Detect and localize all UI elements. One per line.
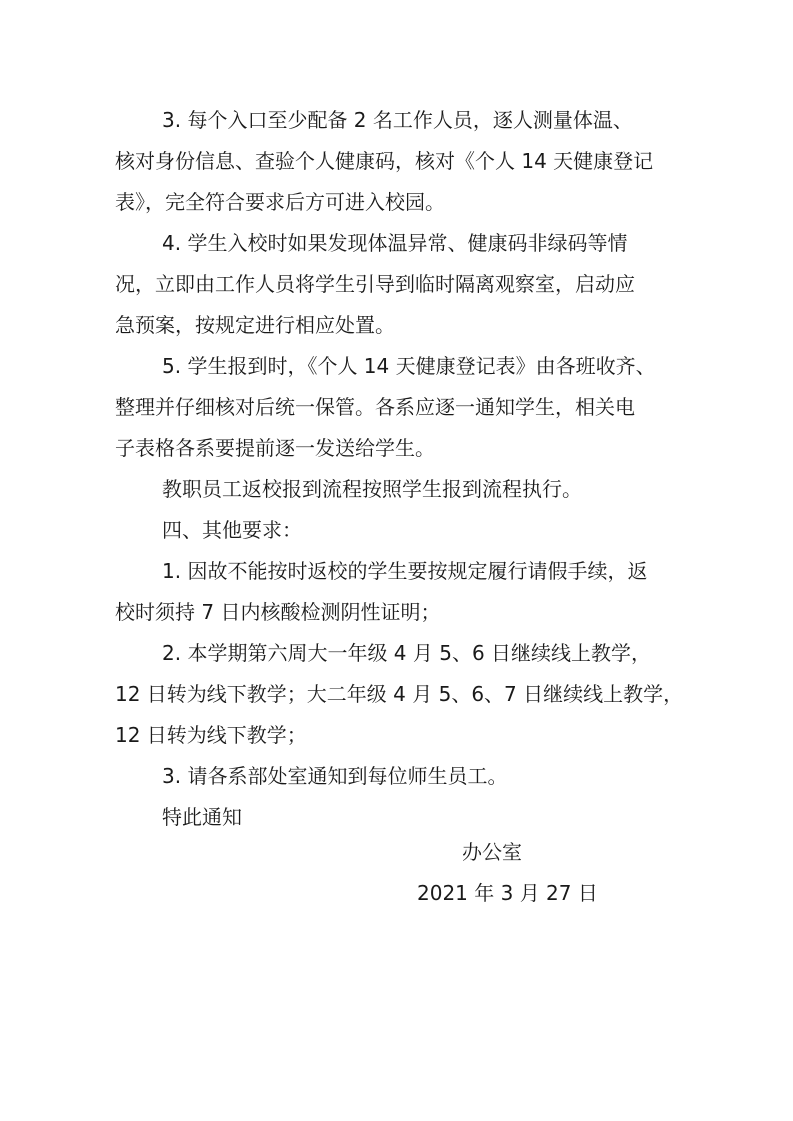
paragraph-entry-check (115, 100, 683, 223)
paragraph-line: 教职员工返校报到流程按照学生报到流程执行。 (162, 477, 582, 501)
paragraph-line: 3. 请各系部处室通知到每位师生员工。 (162, 764, 508, 788)
paragraph-notify-staff (115, 756, 683, 797)
signature-date: 2021 年 3 月 27 日 (417, 881, 598, 905)
paragraph-line: 表》，完全符合要求后方可进入校园。 (115, 190, 445, 214)
paragraph-line: 3. 每个入口至少配备 2 名工作人员，逐人测量体温、 (162, 108, 633, 132)
paragraph-teaching-schedule (115, 633, 683, 756)
paragraph-line: 12 日转为线下教学；大二年级 4 月 5、6、7 日继续线上教学， (115, 682, 684, 706)
paragraph-leave-request (115, 551, 683, 633)
paragraph-line: 1. 因故不能按时返校的学生要按规定履行请假手续，返 (162, 559, 648, 583)
paragraph-staff-process (115, 469, 683, 510)
paragraph-line: 12 日转为线下教学； (115, 723, 307, 747)
paragraph-closing (115, 797, 683, 838)
paragraph-line: 5. 学生报到时，《个人 14 天健康登记表》由各班收齐、 (162, 354, 656, 378)
section-heading-other-requirements (115, 510, 683, 551)
paragraph-line: 况，立即由工作人员将学生引导到临时隔离观察室，启动应 (115, 272, 635, 296)
paragraph-line: 2. 本学期第六周大一年级 4 月 5、6 日继续线上教学， (162, 641, 652, 665)
paragraph-line: 校时须持 7 日内核酸检测阴性证明； (115, 600, 441, 624)
section-heading: 四、其他要求： (162, 518, 302, 542)
paragraph-line: 子表格各系要提前逐一发送给学生。 (115, 436, 435, 460)
paragraph-health-form (115, 346, 683, 469)
paragraph-line: 4. 学生入校时如果发现体温异常、健康码非绿码等情 (162, 231, 628, 255)
paragraph-abnormal-temperature (115, 223, 683, 346)
paragraph-line: 急预案，按规定进行相应处置。 (115, 313, 395, 337)
signature-organization: 办公室 (462, 840, 522, 864)
closing-text: 特此通知 (162, 805, 242, 829)
paragraph-line: 整理并仔细核对后统一保管。各系应逐一通知学生，相关电 (115, 395, 635, 419)
paragraph-line: 核对身份信息、查验个人健康码，核对《个人 14 天健康登记 (115, 149, 654, 173)
